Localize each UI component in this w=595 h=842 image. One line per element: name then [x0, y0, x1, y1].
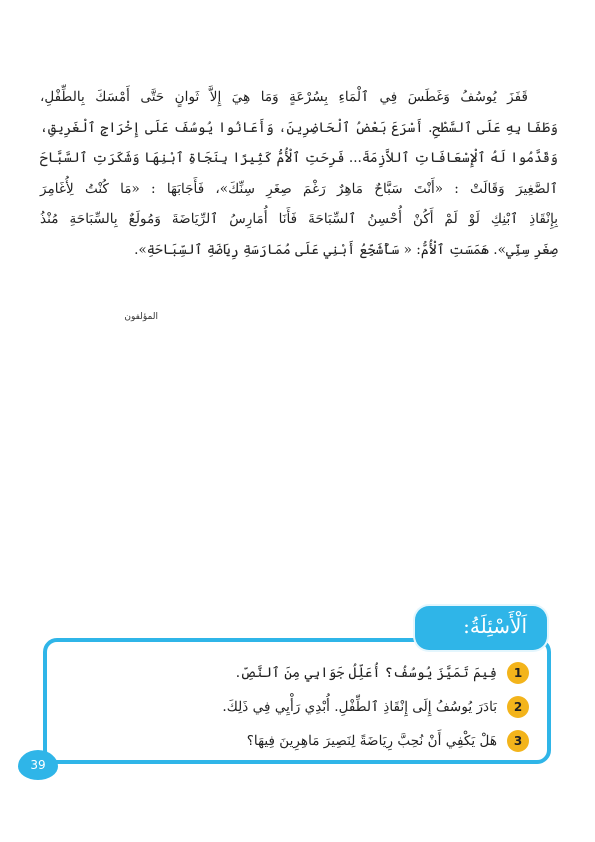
question-item: [236, 660, 529, 686]
story-passage: [40, 82, 558, 265]
page-number-badge: 39: [18, 750, 58, 780]
question-text: بَادَرَ يُوسُفُ إِلَى إِنْقَاذِ ٱلطِّفْلِ. أُبْدِي رَأْيِي فِي ذَلِكَ.: [222, 699, 497, 715]
questions-box: [43, 638, 551, 764]
questions-title: اَلْأَسْئِلَةُ:: [463, 614, 527, 638]
question-number-badge: 2: [507, 696, 529, 718]
question-text: هَلْ يَكْفِي أَنْ نُحِبَّ رِيَاضَةً لِنَصِيرَ مَاهِرِينَ فِيهَا؟: [246, 733, 497, 749]
passage-line: ٱلصَّغِيرَ وَقَالَتْ : «أَنْتَ سَبَّاحٌ مَاهِرٌ رَغْمَ صِغَرِ سِنِّكَ»، فَأَجَابَهَا : «مَا كُنْتُ لِأُغَامِرَ: [40, 180, 558, 197]
passage-line: وَطَفَا بِهِ عَلَى ٱلسَّطْحِ. أَسْرَعَ بَعْضُ ٱلْحَاضِرِينَ، وَأَعَانُوا يُوسُفَ عَلَى إِخْرَاجِ ٱلْغَرِيقِ،: [40, 119, 558, 136]
passage-line: قَفَزَ يُوسُفُ وَغَطَسَ فِي ٱلْمَاءِ بِسُرْعَةٍ وَمَا هِيَ إِلاَّ ثَوانٍ حَتَّى أَمْسَكَ بِالطِّفْلِ،: [40, 89, 528, 105]
questions-title-tab: [415, 606, 547, 650]
passage-line: وَقَدَّمُوا لَهُ ٱلْإِسْعَافَاتِ ٱللاَّزِمَةَ... فَرِحَتِ ٱلْأُمُّ كَثِيرًا بِنَجَاةِ ٱبْنِهَا وَشَكَرَتِ ٱلسَّبَّاحَ: [39, 150, 558, 166]
question-number-badge: 1: [507, 662, 529, 684]
question-item: [247, 728, 529, 754]
question-text: فِيمَ تَمَيَّزَ يُوسُفُ؟ أُعَلِّلُ جَوَابِي مِنَ ٱلنَّصِّ.: [235, 665, 497, 681]
passage-line: بِإِنْقَاذِ ٱبْنِكِ لَوْ لَمْ أَكُنْ أُحْسِنُ ٱلسِّبَاحَةَ فَأَنَا أُمَارِسُ ٱلرِّيَاضَةَ وَمُولَعٌ بِالسِّبَاحَةِ مُنْذُ: [40, 211, 558, 227]
author-credit: المؤلفون: [124, 312, 158, 322]
question-item: [222, 694, 529, 720]
question-number-badge: 3: [507, 730, 529, 752]
passage-line: صِغَرِ سِنِّي». هَمَسَتِ ٱلْأُمُّ: « سَأُشَجِّعُ أَبْنِي عَلَى مُمَارَسَةِ رِيَاضَةِ ٱلسِّبَاحَةِ».: [134, 241, 558, 258]
